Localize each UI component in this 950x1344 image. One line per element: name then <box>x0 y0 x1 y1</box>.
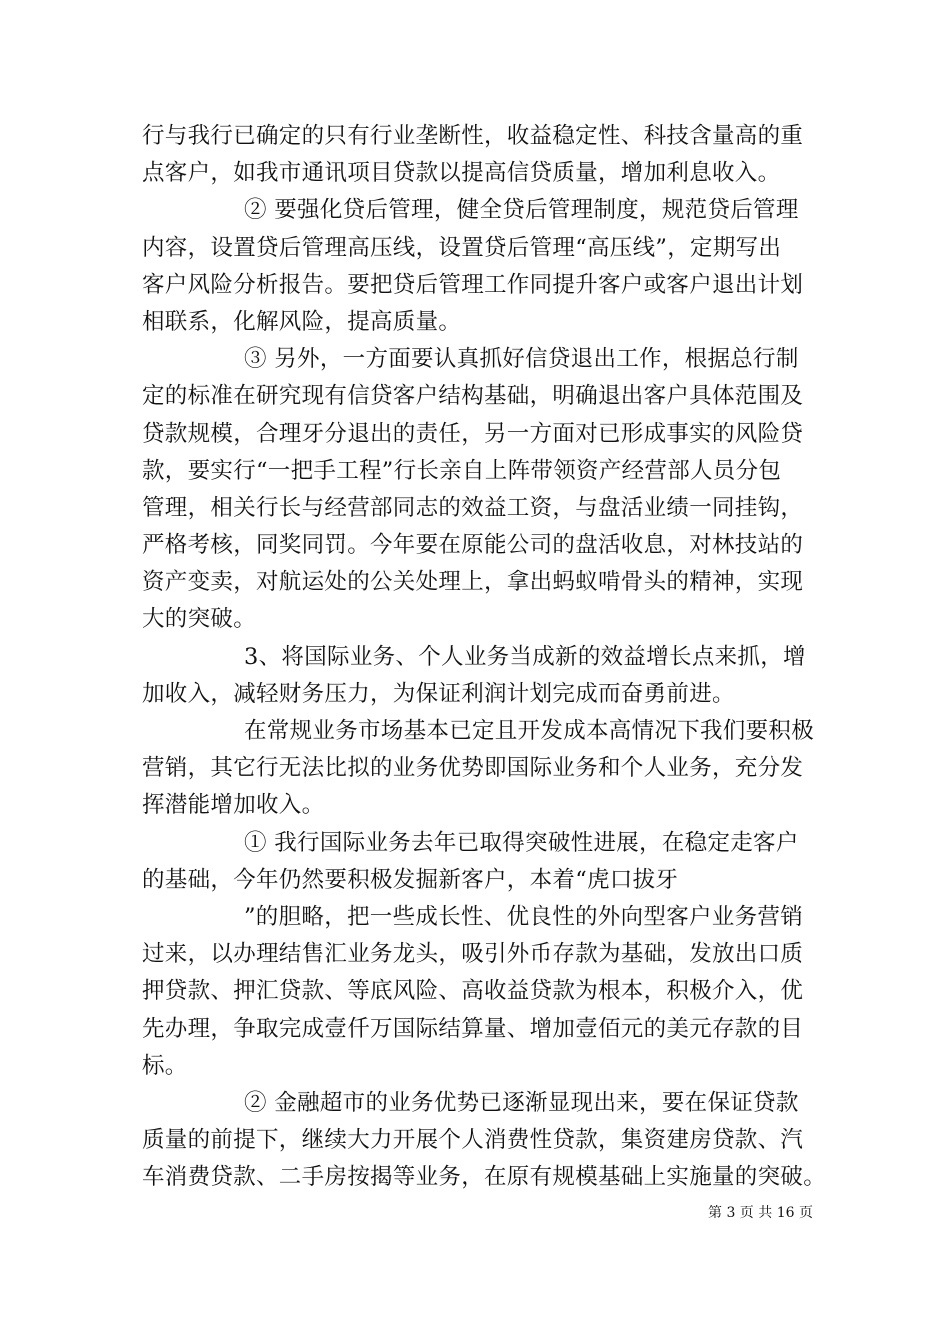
text-line: ① 我行国际业务去年已取得突破性进展，在稳定走客户 <box>244 829 799 856</box>
text-line: 点客户，如我市通讯项目贷款以提高信贷质量，增加利息收入。 <box>142 160 781 187</box>
text-line: 的基础，今年仍然要积极发掘新客户，本着“虎口拔牙 <box>142 866 679 893</box>
text-line: 相联系，化解风险，提高质量。 <box>142 308 462 335</box>
text-line: 客户风险分析报告。要把贷后管理工作同提升客户或客户退出计划 <box>142 271 804 298</box>
text-line: 3、将国际业务、个人业务当成新的效益增长点来抓，增 <box>244 643 806 670</box>
text-line: ② 要强化贷后管理，健全贷后管理制度，规范贷后管理 <box>244 197 799 224</box>
text-line: 款，要实行“一把手工程”行长亲自上阵带领资产经营部人员分包 <box>142 457 782 484</box>
text-line: 过来，以办理结售汇业务龙头，吸引外币存款为基础，发放出口质 <box>142 941 804 968</box>
text-line: 资产变卖，对航运处的公关处理上，拿出蚂蚁啃骨头的精神，实现 <box>142 569 804 596</box>
text-line: 内容，设置贷后管理高压线，设置贷后管理“高压线”，定期写出 <box>142 234 782 261</box>
text-line: ② 金融超市的业务优势已逐渐显现出来，要在保证贷款 <box>244 1089 799 1116</box>
body-text <box>142 118 832 1196</box>
text-line: 贷款规模，合理牙分退出的责任，另一方面对已形成事实的风险贷 <box>142 420 804 447</box>
text-line: 标。 <box>142 1052 188 1079</box>
text-line: 挥潜能增加收入。 <box>142 792 325 819</box>
text-line: 大的突破。 <box>142 606 257 633</box>
text-line: 押贷款、押汇贷款、等底风险、高收益贷款为根本，积极介入，优 <box>142 978 804 1005</box>
text-line: 车消费贷款、二手房按揭等业务，在原有规模基础上实施量的突破。 <box>142 1164 827 1191</box>
text-line: 管理，相关行长与经营部同志的效益工资，与盘活业绩一同挂钩， <box>142 494 804 521</box>
text-line: 先办理，争取完成壹仟万国际结算量、增加壹佰元的美元存款的目 <box>142 1015 804 1042</box>
text-line: 严格考核，同奖同罚。今年要在原能公司的盘活收息，对林技站的 <box>142 532 804 559</box>
text-line: 加收入，减轻财务压力，为保证利润计划完成而奋勇前进。 <box>142 680 735 707</box>
text-line: 在常规业务市场基本已定且开发成本高情况下我们要积极 <box>244 718 815 744</box>
page-number-footer: 第 3 页 共 16 页 <box>708 1205 813 1221</box>
text-line: 定的标准在研究现有信贷客户结构基础，明确退出客户具体范围及 <box>142 383 804 410</box>
text-line: ”的胆略，把一些成长性、优良性的外向型客户业务营销 <box>244 903 804 930</box>
text-line: ③ 另外，一方面要认真抓好信贷退出工作，根据总行制 <box>244 346 799 373</box>
text-line: 质量的前提下，继续大力开展个人消费性贷款，集资建房贷款、汽 <box>142 1127 804 1154</box>
text-line: 营销，其它行无法比拟的业务优势即国际业务和个人业务，充分发 <box>142 755 804 782</box>
text-line: 行与我行已确定的只有行业垄断性，收益稳定性、科技含量高的重 <box>142 123 804 149</box>
